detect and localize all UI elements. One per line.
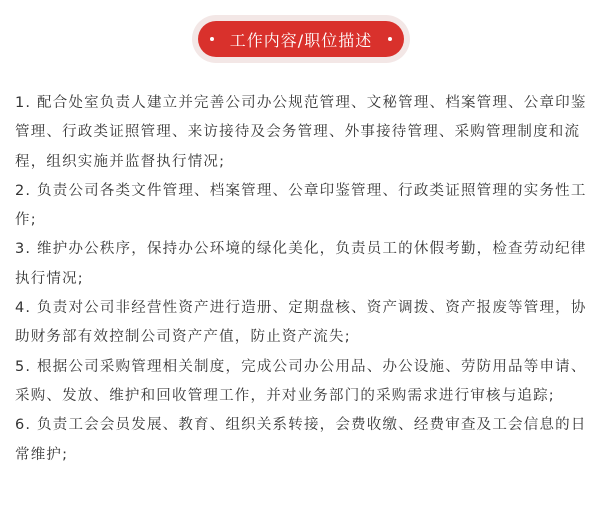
job-description-list — [15, 89, 589, 470]
list-item: 6. 负责工会会员发展、教育、组织关系转接，会费收缴、经费审查及工会信息的日常维护; — [15, 417, 587, 463]
section-title: 工作内容/职位描述 — [229, 30, 373, 50]
title-badge — [192, 15, 410, 63]
title-pill — [198, 21, 404, 57]
list-item: 2. 负责公司各类文件管理、档案管理、公章印鉴管理、行政类证照管理的实务性工作; — [15, 182, 587, 229]
section-header — [0, 13, 602, 65]
list-item: 1. 配合处室负责人建立并完善公司办公规范管理、文秘管理、档案管理、公章印鉴管理、行政类证照管理、来访接待及会务管理、外事接待管理、采购管理制度和流程，组织实施并监督执行情况; — [15, 95, 587, 170]
list-item: 4. 负责对公司非经营性资产进行造册、定期盘核、资产调拨、资产报废等管理，协助财务部有效控制公司资产产值，防止资产流失; — [15, 300, 587, 346]
list-item: 5. 根据公司采购管理相关制度，完成公司办公用品、办公设施、劳防用品等申请、采购、发放、维护和回收管理工作，并对业务部门的采购需求进行审核与追踪; — [15, 358, 587, 404]
list-item: 3. 维护办公秩序，保持办公环境的绿化美化，负责员工的休假考勤，检查劳动纪律执行情况; — [15, 241, 587, 287]
